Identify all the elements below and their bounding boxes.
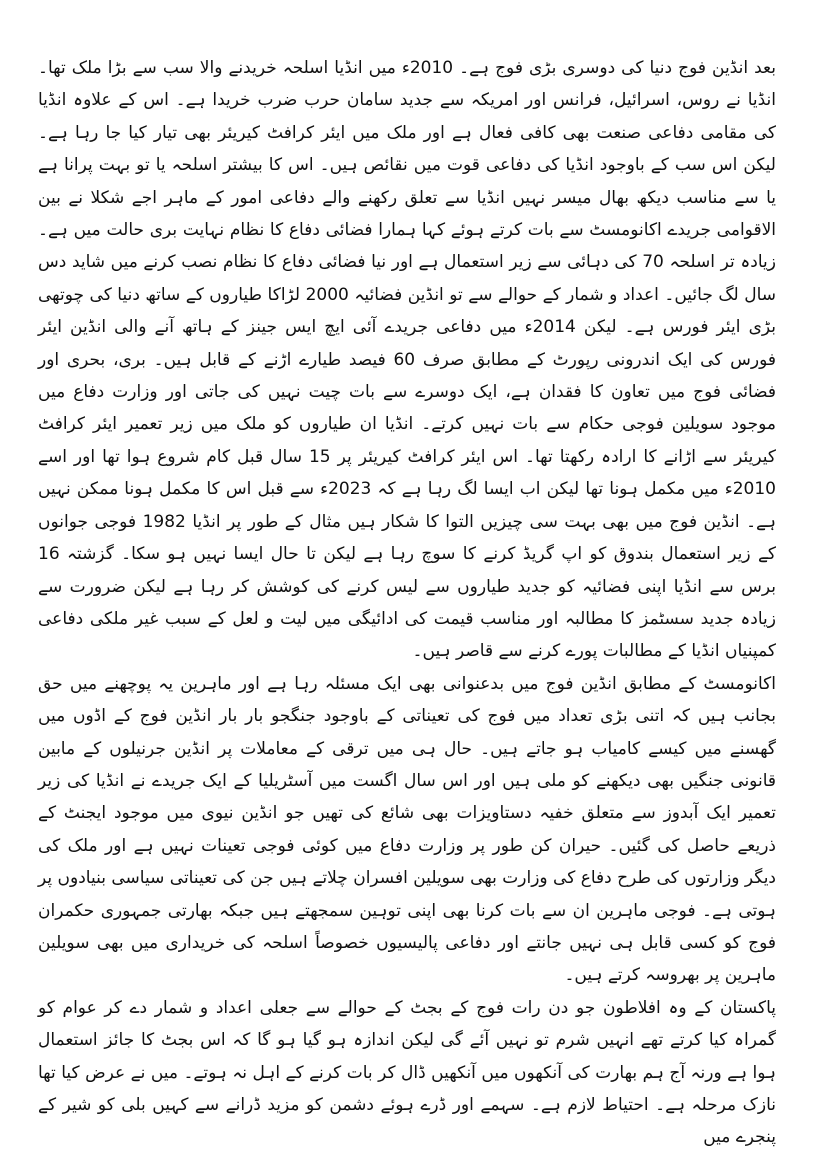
paragraph-3: پاکستان کے وہ افلاطون جو دن رات فوج کے بجٹ کے حوالے سے جعلی اعداد و شمار دے کر عوام کو گمراہ کیا کرتے تھے انہیں شرم تو نہیں آئے گی لیکن اندازہ ہو گیا ہو گا کہ اس بجٹ کا جائز استعمال ہوا ہے ورنہ آج ہم بھارت کی آنکھوں میں آنکھیں ڈال کر بات کرنے کے اہل نہ ہوتے۔ میں نے عرض کیا تھا نازک مرحلہ ہے۔ احتیاط لازم ہے۔ سہمے اور ڈرے ہوئے دشمن کو مزید ڈرانے سے کہیں بلی کو شیر کے پنجرے میں [38, 997, 776, 1148]
paragraph-1: بعد انڈین فوج دنیا کی دوسری بڑی فوج ہے۔ 2010ء میں انڈیا اسلحہ خریدنے والا سب سے بڑا ملک تھا۔ انڈیا نے روس، اسرائیل، فرانس اور امریکہ سے جدید سامان حرب ضرب خریدا ہے۔ اس کے علاوہ انڈیا کی مقامی دفاعی صنعت بھی کافی فعال ہے اور ملک میں ایئر کرافٹ کیریئر بھی تیار کیا جا رہا ہے۔ لیکن اس سب کے باوجود انڈیا کی دفاعی قوت میں نقائص ہیں۔ اس کا بیشتر اسلحہ یا تو بہت پرانا ہے یا سے مناسب دیکھ بھال میسر نہیں انڈیا سے تعلق رکھنے والے دفاعی امور کے ماہر اجے شکلا نے بین الاقوامی جریدے اکانومسٹ سے بات کرتے ہوئے کہا ہمارا فضائی دفاع کا نظام نہایت بری حالت میں ہے۔ زیادہ تر اسلحہ 70 کی دہائی سے زیر استعمال ہے اور نیا فضائی دفاع کا نظام نصب کرنے میں شاید دس سال لگ جائیں۔ اعداد و شمار کے حوالے سے تو انڈین فضائیہ 2000 لڑاکا طیاروں کے ساتھ دنیا کی چوتھی بڑی ایئر فورس ہے۔ لیکن 2014ء میں دفاعی جریدے آئی ایچ ایس جینز کے ہاتھ آنے والی انڈین ایئر فورس کی ایک اندرونی رپورٹ کے مطابق صرف 60 فیصد طیارے اڑنے کے قابل ہیں۔ بری، بحری اور فضائی فوج میں تعاون کا فقدان ہے، ایک دوسرے سے بات چیت نہیں کی جاتی اور وزارت دفاع میں موجود سویلین فوجی حکام سے بات نہیں کرتے۔ انڈیا ان طیاروں کو ملک میں زیر تعمیر ایئر کرافٹ کیریئر سے اڑانے کا ارادہ رکھتا تھا۔ اس ایئر کرافٹ کیریئر پر 15 سال قبل کام شروع ہوا تھا اور اسے 2010ء میں مکمل ہونا تھا لیکن اب ایسا لگ رہا ہے کہ 2023ء سے قبل اس کا مکمل ہونا ممکن نہیں ہے۔ انڈین فوج میں بھی بہت سی چیزیں التوا کا شکار ہیں مثال کے طور پر انڈیا 1982 فوجی جوانوں کے زیر استعمال بندوق کو اپ گریڈ کرنے کا سوچ رہا ہے لیکن تا حال ایسا نہیں ہو سکا۔ گزشتہ 16 برس سے انڈیا اپنی فضائیہ کو جدید طیاروں سے لیس کرنے کی کوشش کر رہا ہے لیکن ضرورت سے زیادہ جدید سسٹمز کا مطالبہ اور مناسب قیمت کی ادائیگی میں لیت و لعل کے سبب غیر ملکی دفاعی کمپنیاں انڈیا کے مطالبات پورے کرنے سے قاصر ہیں۔ [38, 58, 777, 662]
article-body [38, 52, 776, 1154]
paragraph-2: اکانومسٹ کے مطابق انڈین فوج میں بدعنوانی بھی ایک مسئلہ رہا ہے اور ماہرین یہ پوچھنے میں حق بجانب ہیں کہ اتنی بڑی تعداد میں فوج کی تعیناتی کے باوجود جنگجو بار بار انڈین فوج کے اڈوں میں گھسنے میں کیسے کامیاب ہو جاتے ہیں۔ حال ہی میں ترقی کے معاملات پر انڈین جرنیلوں کے مابین قانونی جنگیں بھی دیکھنے کو ملی ہیں اور اس سال اگست میں آسٹریلیا کے ایک جریدے نے انڈیا کی زیر تعمیر ایک آبدوز سے متعلق خفیہ دستاویزات بھی شائع کی تھیں جو انڈین نیوی میں موجود ایجنٹ کے ذریعے حاصل کی گئیں۔ حیران کن طور پر وزارت دفاع میں کوئی فوجی تعینات نہیں ہے اور ملک کی دیگر وزارتوں کی طرح دفاع کی وزارت بھی سویلین افسران چلاتے ہیں جن کی تعیناتی سیاسی بنیادوں پر ہوتی ہے۔ فوجی ماہرین ان سے بات کرنا بھی اپنی توہین سمجھتے ہیں جبکہ بھارتی جمہوری حکمران فوج کو کسی قابل ہی نہیں جانتے اور دفاعی پالیسیوں خصوصاً اسلحہ کی خریداری میں بھی سویلین ماہرین پر بھروسہ کرتے ہیں۔ [38, 673, 776, 986]
